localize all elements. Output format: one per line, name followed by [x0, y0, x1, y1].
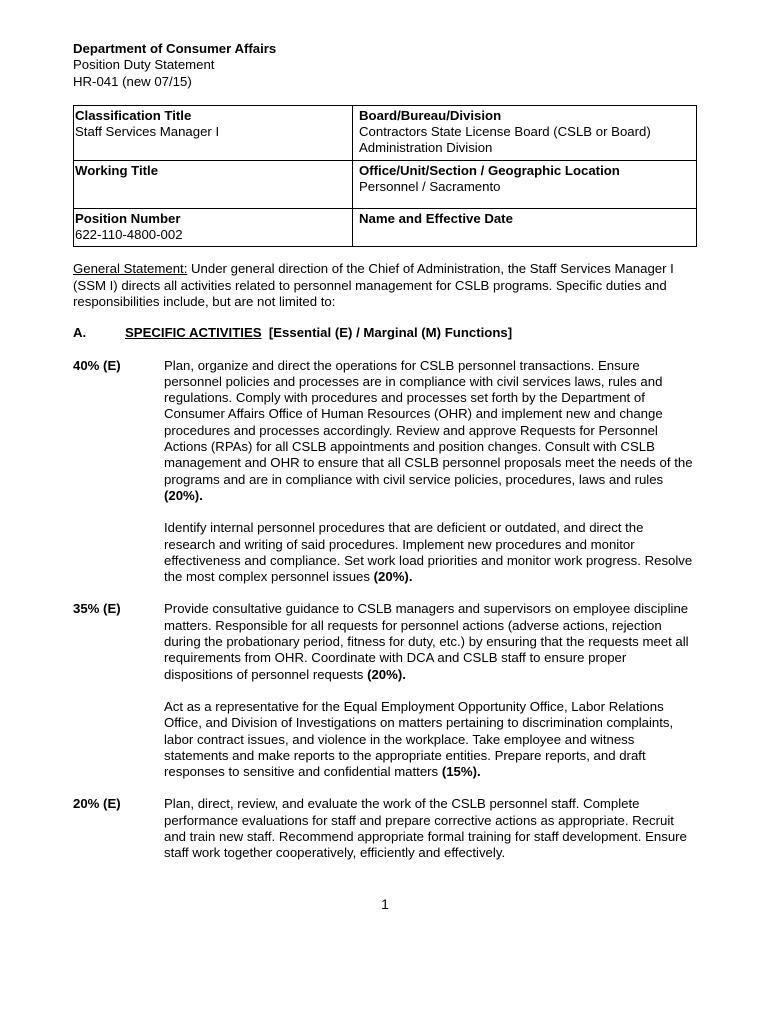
classification-label: Classification Title — [75, 107, 192, 123]
board-value: Contractors State License Board (CSLB or Board) — [359, 124, 651, 140]
board-label: Board/Bureau/Division — [359, 107, 502, 123]
activities-list — [73, 358, 693, 862]
activity-paragraph — [164, 699, 693, 780]
section-subtitle: [Essential (E) / Marginal (M) Functions] — [261, 325, 513, 341]
document-header — [73, 41, 693, 90]
activity-share: (20%). — [373, 569, 413, 585]
activity-item — [73, 601, 693, 780]
general-statement-text: Under general direction of the Chief of Administration, the Staff Services Manager I (SSM I) directs all activities related to personnel management for CSLB programs. Specific duties and responsibilities include, but are not limited to: — [73, 261, 674, 309]
activity-description — [164, 358, 693, 586]
activity-share: (20%). — [164, 487, 203, 503]
working-title-cell — [74, 160, 353, 208]
board-cell — [353, 105, 697, 160]
activity-item — [73, 796, 693, 861]
classification-cell — [74, 105, 353, 160]
activity-description — [164, 796, 693, 861]
working-title-label: Working Title — [75, 162, 159, 178]
position-number-value: 622-110-4800-002 — [75, 227, 183, 243]
activity-percent: 20% (E) — [73, 796, 121, 812]
activity-text: Identify internal personnel procedures that are deficient or outdated, and direct the research and writing of said procedures. Implement new procedures and monitor effectiveness and compliance. Set work load priorities and monitor work progress. Resolve the most complex personnel issues — [164, 520, 693, 585]
department-name: Department of Consumer Affairs — [73, 41, 277, 56]
office-cell — [353, 160, 697, 208]
activity-paragraph — [164, 796, 693, 861]
activity-text: Plan, direct, review, and evaluate the work of the CSLB personnel staff. Complete performance evaluations for staff and prepare corrective actions as appropriate. Recruit and train new staff. Recommend appropriate formal training for staff development. Ensure staff work together cooperatively, efficiently and effectively. — [164, 796, 687, 861]
position-number-cell — [74, 208, 353, 247]
activity-share: (15%). — [441, 764, 481, 780]
classification-value: Staff Services Manager I — [75, 124, 220, 140]
activity-description — [164, 601, 693, 780]
section-title: SPECIFIC ACTIVITIES — [125, 325, 262, 341]
general-statement-label: General Statement: — [73, 261, 188, 277]
document-page — [73, 41, 693, 862]
activity-paragraph — [164, 520, 693, 585]
general-statement — [73, 261, 693, 310]
activity-percent: 35% (E) — [73, 601, 121, 617]
activity-share: (20%). — [367, 666, 406, 682]
activity-paragraph — [164, 601, 693, 682]
position-info-table — [73, 105, 697, 247]
activity-percent: 40% (E) — [73, 357, 121, 373]
office-value: Personnel / Sacramento — [359, 179, 501, 195]
office-label: Office/Unit/Section / Geographic Location — [359, 162, 620, 178]
form-number: HR-041 (new 07/15) — [73, 73, 192, 89]
activity-text: Act as a representative for the Equal Employment Opportunity Office, Labor Relations Office, and Division of Investigations on matters pertaining to discrimination complaints, labor contract issues, and violence in the workplace. Take employee and witness statements and make reports to the appropriate entities. Prepare reports, and draft responses to sensitive and confidential matters — [164, 698, 674, 780]
activity-paragraph — [164, 358, 693, 505]
section-letter: A. — [73, 325, 87, 341]
name-date-label: Name and Effective Date — [359, 210, 513, 226]
activity-item — [73, 358, 693, 586]
activity-text: Provide consultative guidance to CSLB managers and supervisors on employee discipline matters. Responsible for all requests for personnel actions (adverse actions, rejection during the probationary period, fitness for duty, etc.) by ensuring that the requests meet all requirements from OHR. Coordinate with DCA and CSLB staff to ensure proper dispositions of personnel requests — [164, 601, 689, 682]
position-number-label: Position Number — [75, 210, 181, 226]
activity-text: Plan, organize and direct the operations for CSLB personnel transactions. Ensure personnel policies and processes are in compliance with civil services laws, rules and regulations. Comply with procedures and processes set forth by the Department of Consumer Affairs Office of Human Resources (OHR) and implement new and change procedures and processes accordingly. Review and approve Requests for Personnel Actions (RPAs) for all CSLB appointments and position changes. Consult with CSLB management and OHR to ensure that all CSLB personnel proposals meet the needs of the programs and are in compliance with civil service policies, procedures, laws and rules — [164, 357, 693, 487]
document-title: Position Duty Statement — [73, 57, 215, 73]
name-date-cell — [353, 208, 697, 247]
section-a-heading — [73, 325, 693, 341]
division-value: Administration Division — [359, 140, 493, 156]
page-number: 1 — [381, 896, 389, 912]
